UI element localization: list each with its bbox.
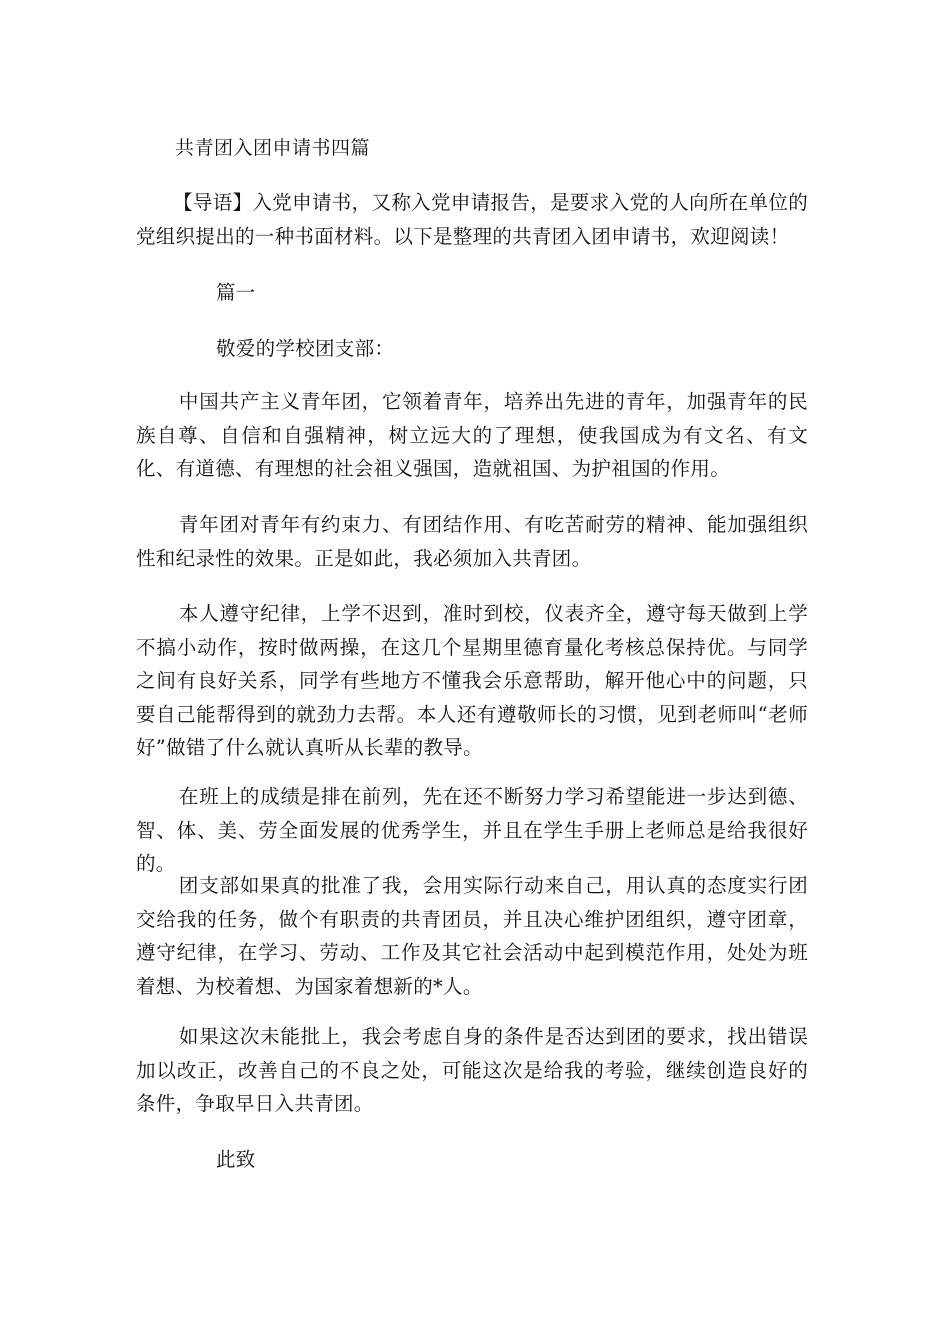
body-paragraph-2: 青年团对青年有约束力、有团结作用、有吃苦耐劳的精神、能加强组织性和纪录性的效果。正是如此，我必须加入共青团。 — [136, 513, 808, 570]
document-title: 共青团入团申请书四篇 — [175, 137, 371, 159]
salutation: 敬爱的学校团支部： — [216, 337, 395, 360]
body-paragraph-6: 如果这次未能批上，我会考虑自身的条件是否达到团的要求，找出错误加以改正，改善自己的不良之处，可能这次是给我的考验，继续创造良好的条件，争取早日入共青团。 — [136, 1025, 808, 1115]
body-paragraph-4: 在班上的成绩是排在前列，先在还不断努力学习希望能进一步达到德、智、体、美、劳全面发展的优秀学生，并且在学生手册上老师总是给我很好的。 — [136, 785, 808, 875]
intro-paragraph: 【导语】入党申请书，又称入党申请报告，是要求入党的人向所在单位的党组织提出的一种书面材料。以下是整理的共青团入团申请书，欢迎阅读！ — [136, 191, 808, 248]
body-paragraph-1: 中国共产主义青年团，它领着青年，培养出先进的青年，加强青年的民族自尊、自信和自强精神，树立远大的了理想，使我国成为有文名、有文化、有道德、有理想的社会祖义强国，造就祖国、为护祖国的作用。 — [136, 390, 808, 480]
body-paragraph-5: 团支部如果真的批准了我，会用实际行动来自己，用认真的态度实行团交给我的任务，做个有职责的共青团员，并且决心维护团组织，遵守团章，遵守纪律，在学习、劳动、工作及其它社会活动中起到模范作用，处处为班着想、为校着想、为国家着想新的*人。 — [136, 874, 808, 998]
body-paragraph-3: 本人遵守纪律，上学不迟到，准时到校，仪表齐全，遵守每天做到上学不搞小动作，按时做两操，在这几个星期里德育量化考核总保持优。与同学之间有良好关系，同学有些地方不懂我会乐意帮助，解开他心中的问题，只要自己能帮得到的就劲力去帮。本人还有遵敬师长的习惯，见到老师叫“老师好”做错了什么就认真听从长辈的教导。 — [136, 602, 808, 759]
section-heading: 篇一 — [216, 281, 256, 304]
closing: 此致 — [216, 1148, 256, 1171]
